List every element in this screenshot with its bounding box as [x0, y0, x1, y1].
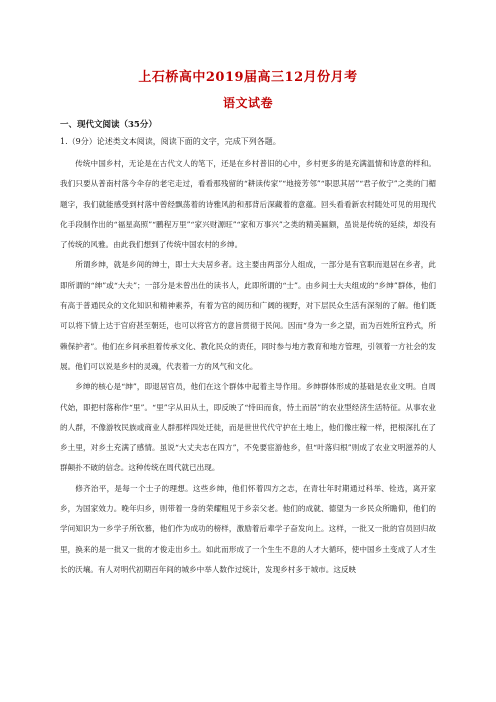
exam-title: 上石桥高中2019届高三12月份月考 — [138, 70, 358, 85]
passage-paragraph-1: 传统中国乡村，无论是在古代文人的笔下，还是在乡村普旧的心中，乡村更多的是充满温情和诗意的样和。我们只要从普南村落今伞存的老宅走过，看看那残留的“耕读传家”“地接芳邻”“职思其居”“君子攸宁”之类的门楣题字，我们就能感受到村落中曾经飘荡着的诗雅风韵和那背后深藏着的意蕴。回头看看新农村随处可见的用现代化手段制作出的“福星高照”“鹏程万里”“家兴财源旺”“家和万事兴”之类的精美匾额，虽说是传统的延续，却没有了传统的风雅。由此我们想到了传统中国农村的乡绅。 — [60, 159, 436, 250]
passage-paragraph-2: 所谓乡绅，就是乡间的绅士，即士大夫居乡者。这主要由两部分人组成，一部分是有官职而退居在乡者，此即所谓的“绅”或“大夫”；一部分是未曾出仕的读书人，此即所谓的“士”。由乡间士大夫组成的“乡绅”群体，他们有高于普通民众的文化知识和精神素养，有着为官的阅历和广阔的视野，对下层民众生活有深刻的了解。他们既可以将下情上达于官府甚至朝廷，也可以将官方的意旨贯彻于民间。因而“身为一乡之望，而为百姓所宜矜式，所赖保护者”。他们在乡间承担着传承文化、教化民众的责任，同时参与地方教育和地方管理，引领着一方社会的发展。他们可以说是乡村的灵魂，代表着一方的风气和文化。 — [60, 260, 436, 371]
question-prompt: 1.（9分）论述类文本阅读，阅读下面的文字，完成下列各题。 — [60, 137, 281, 146]
exam-subtitle: 语文试卷 — [222, 96, 273, 110]
section-heading: 一、现代文阅读（35分） — [60, 120, 157, 130]
passage-paragraph-3: 乡绅的核心是“绅”，即退居官员，他们在这个群体中起着主导作用。乡绅群体形成的基础是农业文明。自周代始，即把村落称作“里”。“里”字从田从土，即反映了“恃田而食，恃土而居”的农业型经济生活特征。从事农业的人群，不像游牧民族或商业人群那样四处迁徙，而是世世代代守护在土地上，他们像庄稼一样，把根深扎在了乡土里，对乡土充满了感情。虽说“大丈夫志在四方”，不免要宦游他乡，但“叶落归根”则成了农业文明滋养的人群颠扑不破的信念。这种传统在周代就已出现。 — [60, 382, 436, 473]
reading-passage — [60, 154, 436, 580]
passage-paragraph-4: 修齐治平，是每一个士子的理想。这些乡绅，他们怀着四方之志，在青壮年时期通过科举、铨选，离开家乡，为国家效力。晚年归乡，则带着一身的荣耀粗见于乡亲父老。他们的成就、德望为一乡民众所瞻仰，他们的学问知识为一乡学子所钦慕，他们作为成功的榜样，激励着后辈学子奋发向上。这样，一批又一批的官员回归故里，换来的是一批又一批的才俊走出乡土。如此而形成了一个生生不息的人才大循环，使中国乡土变成了人才生长的沃壤。有人对明代初期百年间的城乡中举人数作过统计，发现乡村多于城市。这反映 — [60, 483, 436, 574]
